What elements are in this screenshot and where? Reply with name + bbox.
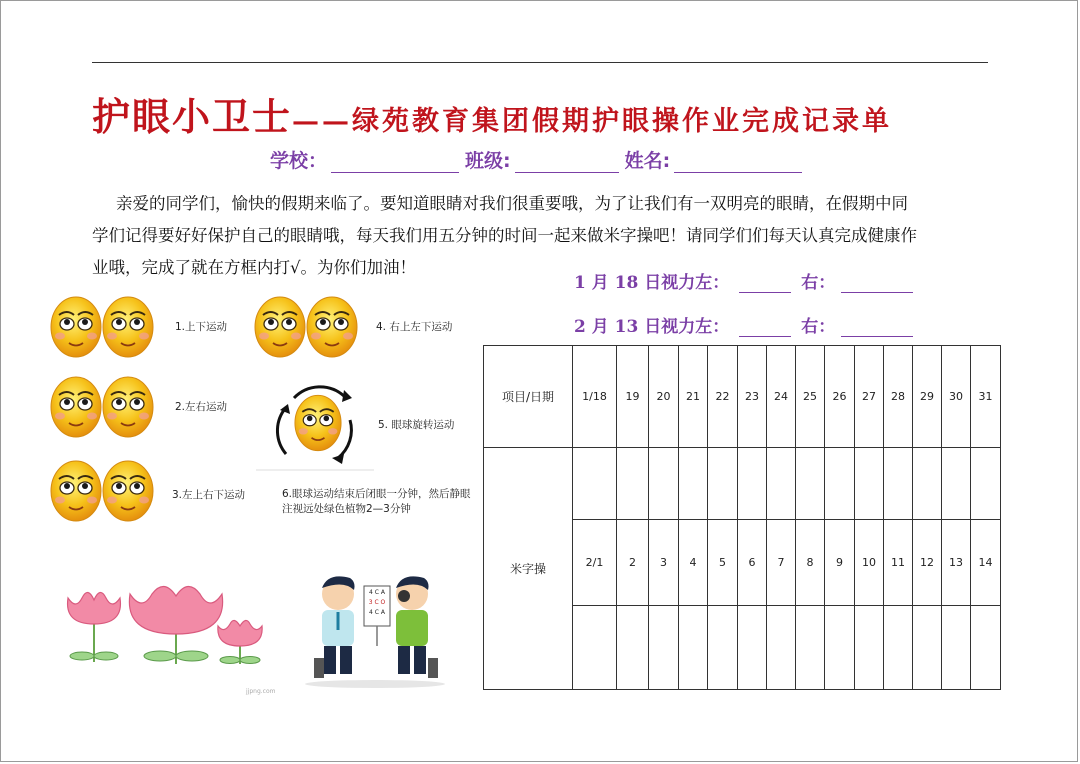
check-cell[interactable] <box>708 448 738 520</box>
date-cell: 5 <box>708 520 738 606</box>
date-cell: 26 <box>825 346 855 448</box>
date-cell: 2 <box>617 520 649 606</box>
exercise-1-label: 1.上下运动 <box>175 321 228 333</box>
check-cell[interactable] <box>767 606 796 690</box>
date-cell: 28 <box>884 346 913 448</box>
exercise-6-line-1: 6.眼球运动结束后闭眼一分钟，然后静眼 <box>282 488 471 500</box>
date-cell: 13 <box>942 520 971 606</box>
class-field[interactable] <box>515 154 619 173</box>
date-cell: 23 <box>738 346 767 448</box>
exercise-2-label: 2.左右运动 <box>175 401 228 413</box>
intro-line-3: 业哦，完成了就在方框内打√。为你们加油！ <box>92 258 417 277</box>
check-cell[interactable] <box>796 606 825 690</box>
date-cell: 31 <box>971 346 1001 448</box>
date-cell: 20 <box>649 346 679 448</box>
vision-feb-right-label: 右： <box>801 317 836 337</box>
date-cell: 19 <box>617 346 649 448</box>
vision-feb-label: 2 月 13 日视力左： <box>574 317 730 337</box>
name-label: 姓名: <box>624 150 671 172</box>
date-cell: 25 <box>796 346 825 448</box>
check-cell[interactable] <box>767 448 796 520</box>
check-cell[interactable] <box>679 448 708 520</box>
svg-text:4 C A: 4 C A <box>369 589 385 596</box>
exercise-4-label: 4. 右上左下运动 <box>376 321 453 333</box>
check-cell[interactable] <box>884 448 913 520</box>
vision-jan-left-field[interactable] <box>739 276 791 293</box>
check-cell[interactable] <box>913 448 942 520</box>
date-cell: 30 <box>942 346 971 448</box>
check-cell[interactable] <box>855 606 884 690</box>
watermark: jjpng.com <box>246 688 276 695</box>
top-rule <box>92 62 988 63</box>
class-label: 班级: <box>465 150 511 172</box>
face-icon <box>50 376 102 438</box>
check-cell[interactable] <box>573 448 617 520</box>
row-label: 米字操 <box>484 448 573 690</box>
date-cell: 6 <box>738 520 767 606</box>
check-cell[interactable] <box>971 448 1001 520</box>
date-cell: 21 <box>679 346 708 448</box>
date-cell: 1/18 <box>573 346 617 448</box>
vision-jan-label: 1 月 18 日视力左： <box>574 273 730 293</box>
date-cell: 9 <box>825 520 855 606</box>
date-cell: 29 <box>913 346 942 448</box>
face-icon <box>102 296 154 358</box>
vision-row-jan <box>574 268 913 293</box>
eye-exam-illustration <box>300 566 450 690</box>
title-sub: 绿苑教育集团假期护眼操作业完成记录单 <box>352 106 893 137</box>
check-cell[interactable] <box>855 448 884 520</box>
vision-feb-right-field[interactable] <box>841 320 913 337</box>
face-icon <box>102 460 154 522</box>
title-dash: —— <box>292 106 353 137</box>
table-row <box>484 448 1001 520</box>
face-icon <box>102 376 154 438</box>
intro-line-1: 亲爱的同学们，愉快的假期来临了。要知道眼睛对我们很重要哦，为了让我们有一双明亮的眼睛，在假期中同 <box>116 194 908 213</box>
vision-feb-left-field[interactable] <box>739 320 791 337</box>
date-cell: 4 <box>679 520 708 606</box>
record-table <box>483 345 1001 690</box>
date-cell: 3 <box>649 520 679 606</box>
check-cell[interactable] <box>573 606 617 690</box>
exercise-5-label: 5. 眼球旋转运动 <box>378 419 455 431</box>
check-cell[interactable] <box>617 606 649 690</box>
exercise-6-label <box>282 487 471 517</box>
date-cell: 2/1 <box>573 520 617 606</box>
check-cell[interactable] <box>825 448 855 520</box>
school-label: 学校： <box>270 150 328 172</box>
intro-line-2: 学们记得要好好保护自己的眼睛哦，每天我们用五分钟的时间一起来做米字操吧！请同学们们每天认真完成健康作 <box>92 226 917 245</box>
exercise-6-line-2: 注视远处绿色植物2—3分钟 <box>282 503 411 515</box>
date-cell: 14 <box>971 520 1001 606</box>
face-icon <box>306 296 358 358</box>
check-cell[interactable] <box>971 606 1001 690</box>
date-cell: 12 <box>913 520 942 606</box>
exercise-3-label: 3.左上右下运动 <box>172 489 246 501</box>
date-cell: 7 <box>767 520 796 606</box>
face-icon <box>254 296 306 358</box>
check-cell[interactable] <box>738 606 767 690</box>
vision-jan-right-label: 右： <box>801 273 836 293</box>
tulips-illustration <box>62 576 268 672</box>
rotation-icon <box>256 380 386 472</box>
date-cell: 24 <box>767 346 796 448</box>
check-cell[interactable] <box>617 448 649 520</box>
check-cell[interactable] <box>738 448 767 520</box>
page-title <box>92 86 1022 141</box>
exercise-3-faces <box>50 460 154 522</box>
check-cell[interactable] <box>884 606 913 690</box>
header-label: 项目/日期 <box>484 346 573 448</box>
exercise-4-faces <box>254 296 358 358</box>
date-cell: 8 <box>796 520 825 606</box>
check-cell[interactable] <box>913 606 942 690</box>
date-cell: 27 <box>855 346 884 448</box>
svg-text:3 C O: 3 C O <box>368 599 386 606</box>
check-cell[interactable] <box>942 606 971 690</box>
vision-jan-right-field[interactable] <box>841 276 913 293</box>
check-cell[interactable] <box>649 606 679 690</box>
face-icon <box>50 296 102 358</box>
check-cell[interactable] <box>679 606 708 690</box>
date-cell: 10 <box>855 520 884 606</box>
name-field[interactable] <box>674 154 802 173</box>
face-icon <box>50 460 102 522</box>
student-info <box>270 146 808 173</box>
check-cell[interactable] <box>825 606 855 690</box>
table-row <box>484 346 1001 448</box>
check-cell[interactable] <box>708 606 738 690</box>
vision-row-feb <box>574 312 913 337</box>
check-cell[interactable] <box>649 448 679 520</box>
title-main: 护眼小卫士 <box>92 94 293 139</box>
svg-text:4 C A: 4 C A <box>369 609 385 616</box>
date-cell: 22 <box>708 346 738 448</box>
check-cell[interactable] <box>796 448 825 520</box>
exercise-1-faces <box>50 296 154 358</box>
check-cell[interactable] <box>942 448 971 520</box>
school-field[interactable] <box>331 154 459 173</box>
date-cell: 11 <box>884 520 913 606</box>
exercise-2-faces <box>50 376 154 438</box>
